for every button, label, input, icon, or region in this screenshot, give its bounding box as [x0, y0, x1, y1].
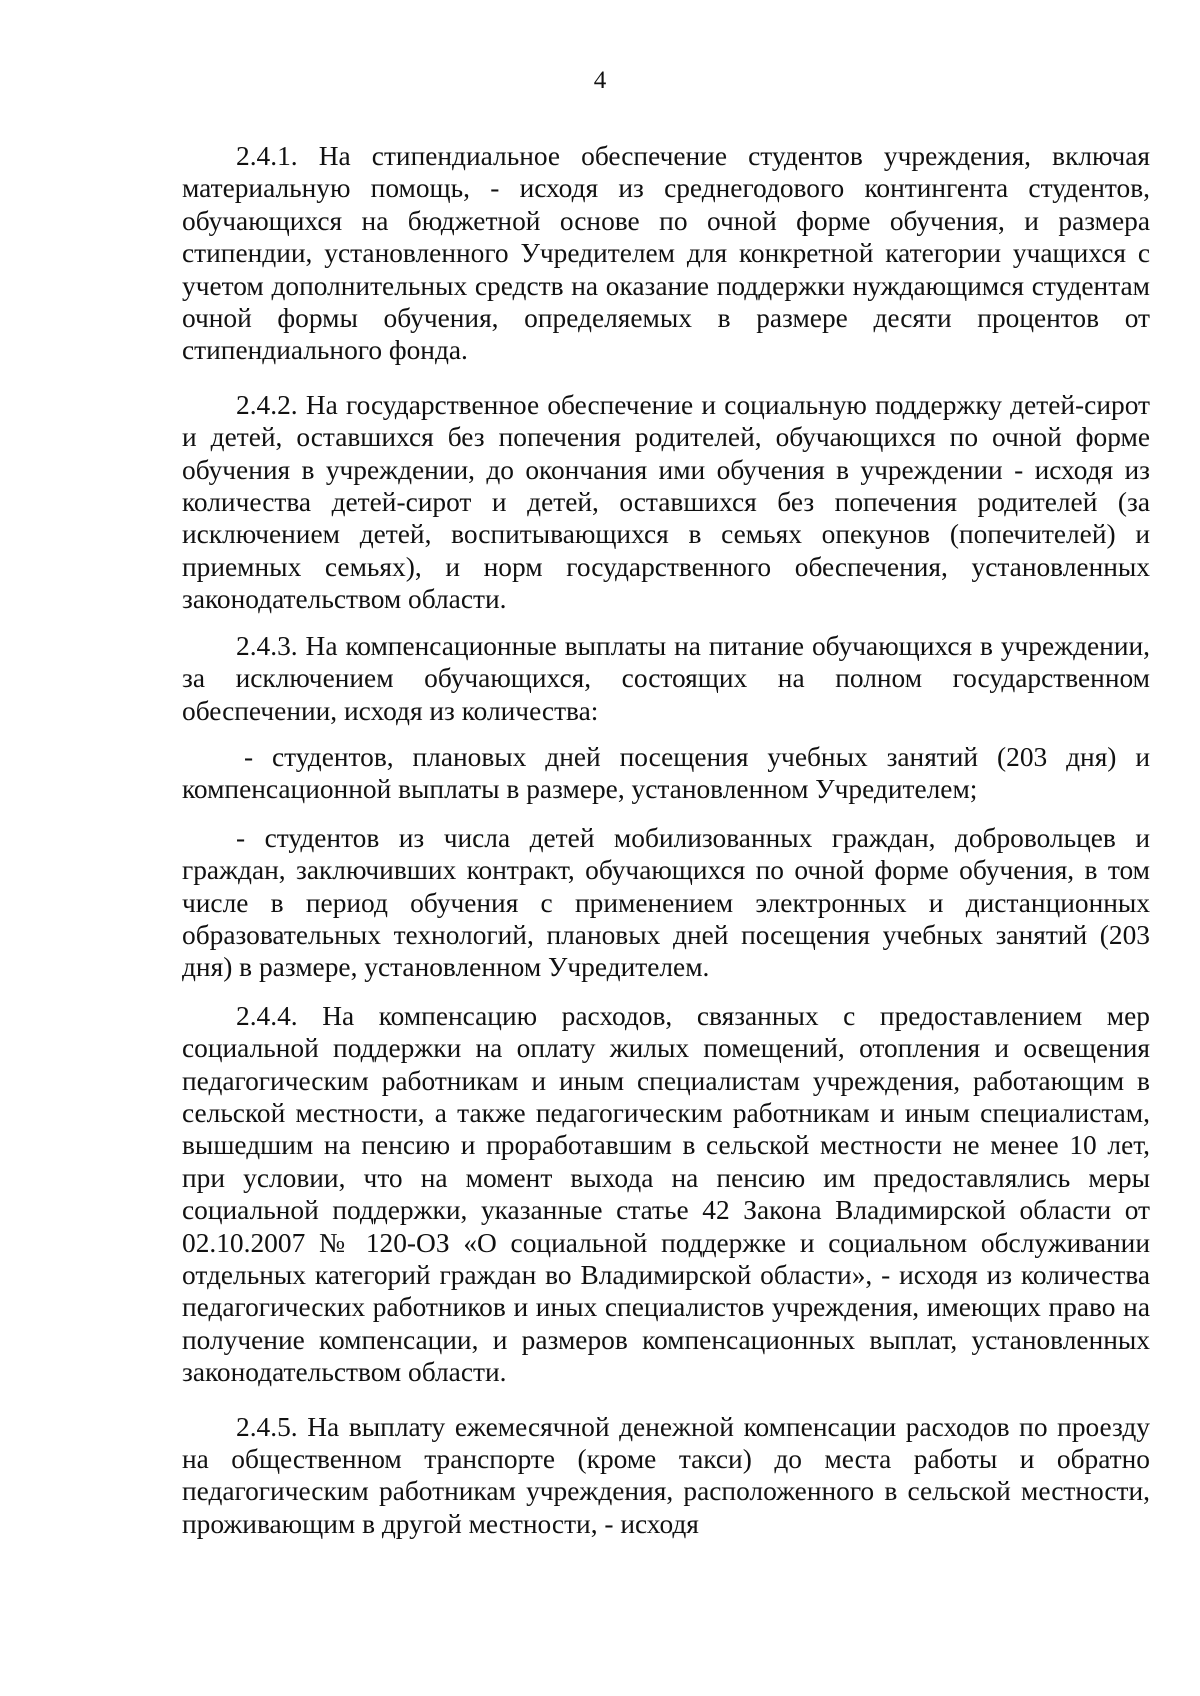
paragraph-2-4-4: 2.4.4. На компенсацию расходов, связанных с предоставлением мер социальной поддержки на оплату жилых помещений, отопления и освещения педагогическим работникам и иным специалистам учреждения, работающим в сельской местности, а также педагогическим работникам и иным специалистам, вышедшим на пенсию и проработавшим в сельской местности не менее 10 лет, при условии, что на момент выхода на пенсию им предоставлялись меры социальной поддержки, указанные статье 42 Закона Владимирской области от 02.10.2007 № 120-ОЗ «О социальной поддержке и социальном обслуживании отдельных категорий граждан во Владимирской области», - исходя из количества педагогических работников и иных специалистов учреждения, имеющих право на получение компенсации, и размеров компенсационных выплат, установленных законодательством области.: [182, 1000, 1150, 1388]
list-item-students: - студентов, плановых дней посещения учебных занятий (203 дня) и компенсационной выплаты в размере, установленном Учредителем;: [182, 741, 1150, 805]
list-item-mobilized-students: - студентов из числа детей мобилизованных граждан, добровольцев и граждан, заключивших контракт, обучающихся по очной форме обучения, в том числе в период обучения с применением электронных и дистанционных образовательных технологий, плановых дней посещения учебных занятий (203 дня) в размере, установленном Учредителем.: [182, 822, 1150, 983]
paragraph-2-4-5: 2.4.5. На выплату ежемесячной денежной компенсации расходов по проезду на общественном транспорте (кроме такси) до места работы и обратно педагогическим работникам учреждения, расположенного в сельской местности, проживающим в другой местности, - исходя: [182, 1411, 1150, 1539]
page-number: 4: [593, 67, 607, 94]
paragraph-2-4-2: 2.4.2. На государственное обеспечение и социальную поддержку детей-сирот и детей, оставшихся без попечения родителей, обучающихся по очной форме обучения в учреждении, до окончания ими обучения в учреждении - исходя из количества детей-сирот и детей, оставшихся без попечения родителей (за исключением детей, воспитывающихся в семьях опекунов (попечителей) и приемных семьях), и норм государственного обеспечения, установленных законодательством области.: [182, 389, 1150, 615]
paragraph-2-4-3: 2.4.3. На компенсационные выплаты на питание обучающихся в учреждении, за исключением обучающихся, состоящих на полном государственном обеспечении, исходя из количества:: [182, 630, 1150, 726]
paragraph-2-4-1: 2.4.1. На стипендиальное обеспечение студентов учреждения, включая материальную помощь, - исходя из среднегодового контингента студентов, обучающихся на бюджетной основе по очной форме обучения, и размера стипендии, установленного Учредителем для конкретной категории учащихся с учетом дополнительных средств на оказание поддержки нуждающимся студентам очной формы обучения, определяемых в размере десяти процентов от стипендиального фонда.: [182, 141, 1150, 366]
document-body: [182, 140, 1150, 1540]
